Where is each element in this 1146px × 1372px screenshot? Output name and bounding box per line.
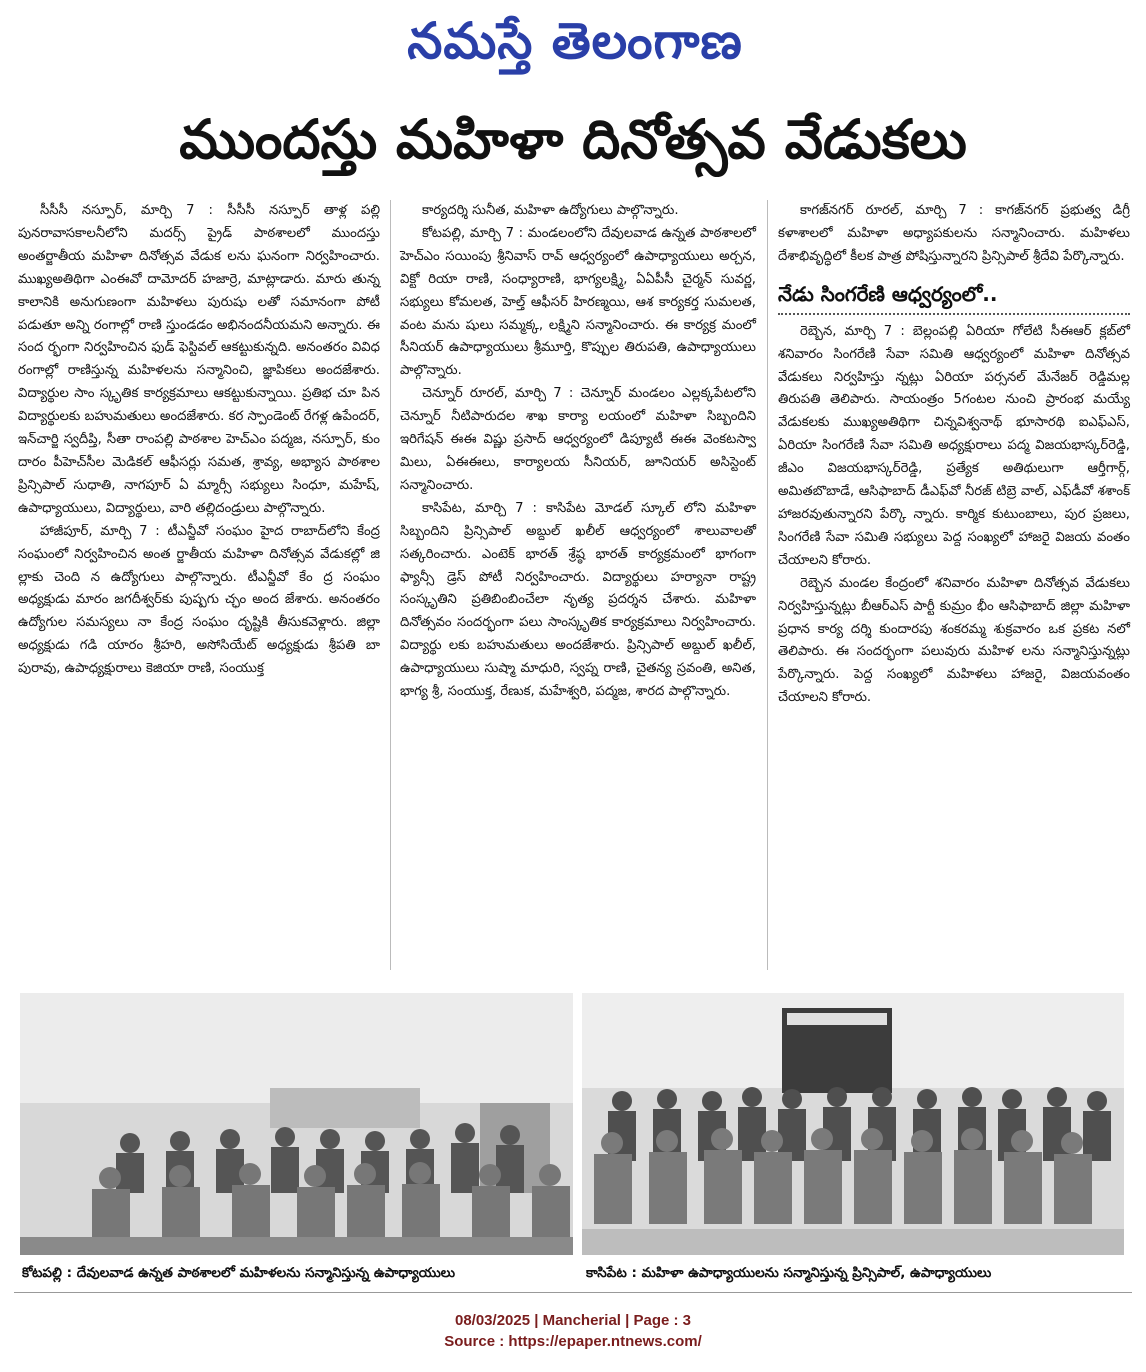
article-column-2 [400, 200, 756, 704]
article-paragraph: కాగజ్‌నగర్ రూరల్, మార్చి 7 : కాగజ్‌నగర్ ప్రభుత్వ డిగ్రీ కళాశాలలో మహిళా అధ్యాపకులను సన్మానించారు. మహిళలు దేశాభివృద్ధిలో కీలక పాత్ర పోషిస్తున్నారని ప్రిన్సిపాల్ శ్రీదేవి పేర్కొన్నారు. [778, 203, 1130, 264]
footer-edition-info: 08/03/2025 | Mancherial | Page : 3 [454, 1312, 692, 1329]
photo-caption: కోటపల్లి : దేవులవాడ ఉన్నత పాఠశాలలో మహిళలను సన్మానిస్తున్న ఉపాధ్యాయులు [22, 1265, 456, 1281]
photo-kotapalli-group [20, 993, 573, 1255]
masthead-logo: నమస్తే తెలంగాణ [407, 12, 743, 70]
photo-caption: కాసిపేట : మహిళా ఉపాధ్యాయులను సన్మానిస్తున్న ప్రిన్సిపాల్, ఉపాధ్యాయులు [586, 1265, 992, 1281]
footer-source-link[interactable]: Source : https://epaper.ntnews.com/ [444, 1333, 702, 1350]
footer-divider [14, 1292, 1132, 1293]
article-paragraph: హాజీపూర్, మార్చి 7 : టీఎన్జీవో సంఘం హైద రాబాద్‌లోని కేంద్ర సంఘంలో నిర్వహించిన అంత ర్జాతీయ మహిళా దినోత్సవ వేడుకల్లో జి ల్లాకు చెంది న ఉద్యోగులు పాల్గొన్నారు. టీఎన్జీవో కేం ద్ర సంఘం అధ్యక్షుడు మారం జగదీశ్వర్‌కు పుష్పగు చ్ఛం అంద జేశారు. అనంతరం ఉద్యోగుల సమస్యలు నా కేంద్ర సంఘం దృష్టికి తీసుకవెళ్లారు. జిల్లా అధ్యక్షుడు గడి యారం శ్రీహరి, అసోసియేట్ అధ్యక్షుడు శ్రీపతి బా పురావు, ఉపాధ్యక్షురాలు కెజియా రాణి, సంయుక్త [18, 523, 380, 677]
column-divider [767, 200, 768, 970]
headline: ముందస్తు మహిళా దినోత్సవ వేడుకలు [179, 108, 967, 171]
article-paragraph: రెబ్బెన మండల కేంద్రంలో శనివారం మహిళా దినోత్సవ వేడుకలు నిర్వహిస్తున్నట్లు బీఆర్ఎస్ పార్టీ కుమ్రం భీం ఆసిఫాబాద్ జిల్లా మహిళా ప్రధాన కార్య దర్శి కుందారపు శంకరమ్మ శుక్రవారం ఒక ప్రకట నలో తెలిపారు. ఈ సందర్భంగా పలువురు మహిళ లను సన్మానిస్తున్నట్లు పేర్కొన్నారు. పెద్ద సంఖ్యలో మహిళలు హాజరై, విజయవంతం చేయాలని కోరారు. [778, 575, 1130, 706]
article-paragraph: సీసీసీ నస్పూర్, మార్చి 7 : సీసీసీ నస్పూర్ తాళ్ల పల్లి పునరావాసకాలనీలోని మదర్స్ ప్రైడ్ పాఠశాలలో ముందస్తు అంతర్జాతీయ మహిళా దినోత్సవ వేడుక లను ఘనంగా నిర్వహించారు. ముఖ్యఅతిథిగా ఎంఈవో దామోదర్ హజార్రె, మాట్లాడారు. మారు తున్న కాలానికి అనుగుణంగా మహిళలు పురుషు లతో సమానంగా పోటీ పడుతూ అన్ని రంగాల్లో రాణి స్తుండడం అభినందనీయమని అన్నారు. ఈ సంద ర్భంగా నిర్వహించిన ఫుడ్ ఫెస్టివల్ ఆకట్టుకున్నది. అనంతరం వివిధ రంగాల్లో రాణిస్తున్న మహిళలను సన్మానించి, జ్ఞాపికలు అందజేశారు. విద్యార్థుల సాం స్కృతిక కార్యక్రమాలు ఆకట్టుకున్నాయి. ప్రతిభ చూ పిన విద్యార్థులకు బహుమతులు అందజేశారు. కర స్పాండెంట్ రేగళ్ల ఉపేందర్, ఇన్‌చార్జి స్వదీప్తి, సీతా రాంపల్లి పాఠశాల హెచ్ఎం పద్మజ, నస్పూర్, కుం దారం పీహెచ్‌సీల మెడికల్ ఆఫీసర్లు సమత, శ్రావ్య, అభ్యాస పాఠశాల ప్రిన్సిపాల్ సుధాతి, నాగపూర్ ఏ మ్మార్సీ సభ్యులు సింధూ, మహేష్, ఉపాధ్యాయులు, విద్యార్థులు, వారి తల్లిదండ్రులు పాల్గొన్నారు. [18, 203, 380, 516]
photo-kasipet-group [582, 993, 1124, 1255]
article-paragraph: కోటపల్లి, మార్చి 7 : మండలంలోని దేవులవాడ ఉన్నత పాఠశాలలో హెచ్ఎం సయింపు శ్రీనివాస్ రావ్ ఆధ్వర్యంలో ఉపాధ్యాయులు అర్చన, విక్టో రియా రాణి, సంధ్యారాణి, భాగ్యలక్ష్మి, ఏఏపీసీ చైర్మన్ సువర్ణ, సభ్యులు కోమలత, హెల్త్ ఆఫీసర్ హిరణ్మయి, ఆశ కార్యకర్త సుమలత, వంట మను షులు సమ్మక్క, లక్ష్మిని సన్మానించారు. ఈ కార్యక్ర మంలో సీనియర్ ఉపాధ్యాయులు శ్రీమూర్తి, కొప్పుల తిరుపతి, ఉపాధ్యాయులు పాల్గొన్నారు. [400, 225, 756, 379]
article-paragraph: చెన్నూర్ రూరల్, మార్చి 7 : చెన్నూర్ మండలం ఎల్లక్కపేటలోని చెన్నూర్ నీటిపారుదల శాఖ కార్యా లయంలో మహిళా సిబ్బందిని ఇరిగేషన్ ఈఈ విష్ణు ప్రసాద్ ఆధ్వర్యంలో డిప్యూటీ ఈఈ వెంకటస్వా మిలు, ఏఈఈలు, కార్యాలయ సీనియర్, జూనియర్ అసిస్టెంట్ సన్మానించారు. [400, 386, 756, 493]
article-column-1 [18, 200, 380, 681]
article-paragraph: కార్యదర్శి సునీత, మహిళా ఉద్యోగులు పాల్గొన్నారు. [422, 203, 679, 218]
article-column-3 [778, 200, 1130, 710]
article-paragraph: కాసిపేట, మార్చి 7 : కాసిపేట మోడల్ స్కూల్ లోని మహిళా సిబ్బందిని ప్రిన్సిపాల్ అబ్దుల్ ఖలీల్ ఆధ్వర్యంలో శాలువాలతో సత్కరించారు. ఎంటెక్ భారత్ శ్రేష్ఠ భారత్ కార్యక్రమంలో భాగంగా ఫ్యాన్సీ డ్రెస్ పోటీ నిర్వహించారు. విద్యార్థులు హర్యానా రాష్ట్ర సంస్కృతిని ప్రతిబింబించేలా నృత్య ప్రదర్శన చేశారు. మహిళా దినోత్సవం సందర్భంగా పలు సాంస్కృతిక కార్యక్రమాలు నిర్వహించారు. విద్యార్థు లకు బహుమతులు అందజేశారు. ప్రిన్సిపాల్ అబ్దుల్ ఖలీల్, ఉపాధ్యాయులు సుష్మా మాధురి, స్వప్న రాణి, చైతన్య స్రవంతి, అనిత, భాగ్య శ్రీ, సంయుక్త, రేణుక, మహేశ్వరి, పద్మజ, శారద పాల్గొన్నారు. [400, 500, 756, 700]
column-divider [390, 200, 391, 970]
subheadline: నేడు సింగరేణి ఆధ్వర్యంలో.. [778, 279, 1130, 315]
article-paragraph: రెబ్బెన, మార్చి 7 : బెల్లంపల్లి ఏరియా గోలేటి సీఈఆర్ క్లబ్‌లో శనివారం సింగరేణి సేవా సమితి ఆధ్వర్యంలో మహిళా దినోత్సవ వేడుకలు నిర్వహిస్తు న్నట్లు ఏరియా పర్సనల్ మేనేజర్ రెడ్డిమల్ల తిరుపతి తెలిపారు. సాయంత్రం 5గంటల నుంచి ప్రారంభ మయ్యే వేడుకలకు ముఖ్యఅతిథిగా చిన్నవిశ్వనాథ్ భూసారథి ఐఎఫ్ఎస్, ఏరియా సింగరేణి సేవా సమితి అధ్యక్షురాలు పద్మ విజయభాస్కర్‌రెడ్డి, జీఎం విజయభాస్కర్‌రెడ్డి, ప్రత్యేక అతిథులుగా ఆర్తీగార్గ్, అమితబొబాడే, ఆసిఫాబాద్ డీఎఫ్‌వో నీరజ్ టిబ్రె వాల్, ఎఫ్‌డీవో శశాంక్ హాజరవుతున్నారని పేర్కొ న్నారు. కార్మిక కుటుంబాలు, పుర ప్రజలు, సింగరేణి సేవా సమితి సభ్యులు పెద్ద సంఖ్యలో హాజరై విజయ వంతం చేయాలని కోరారు. [778, 323, 1130, 568]
